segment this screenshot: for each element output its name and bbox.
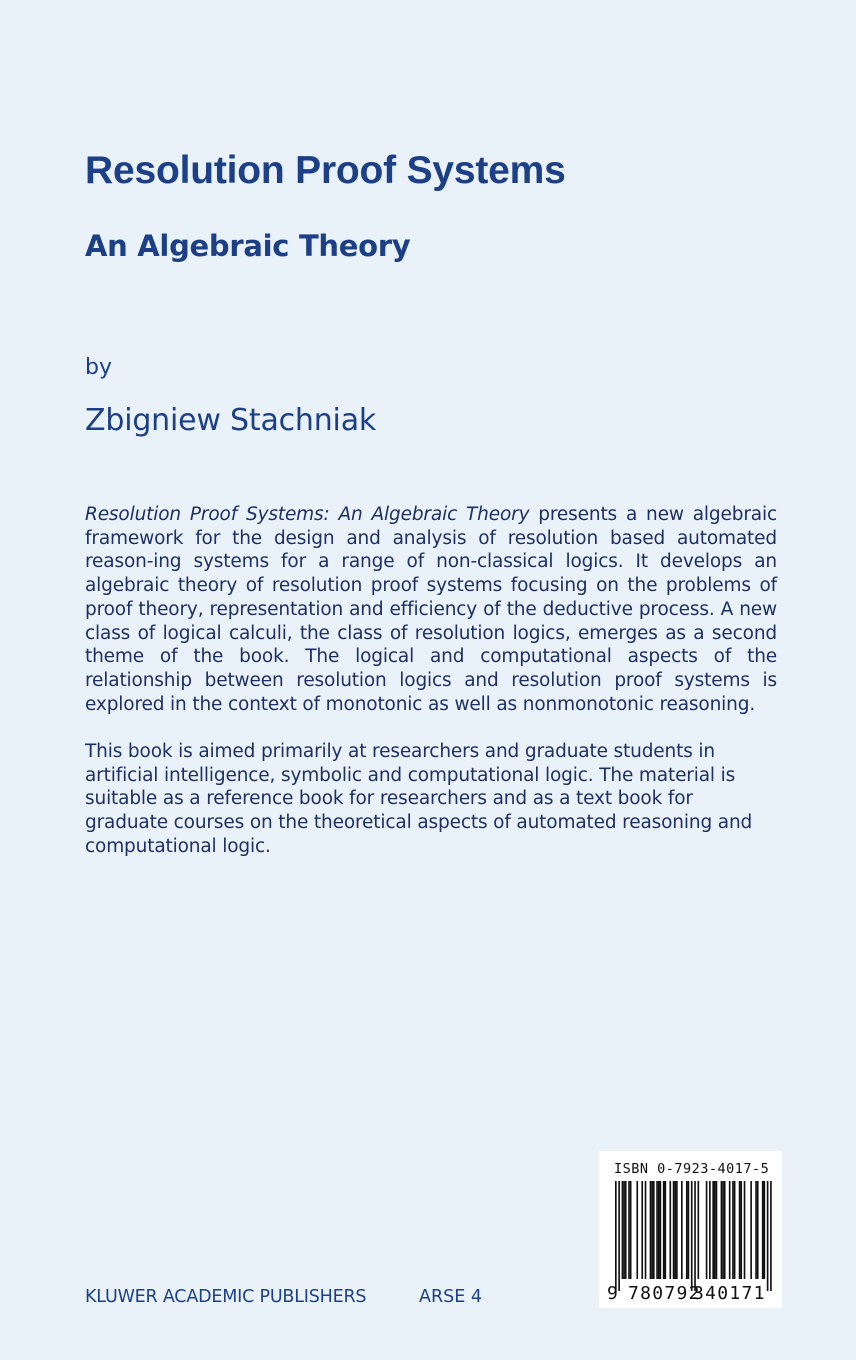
- ean-first-digit: 9: [607, 1283, 618, 1304]
- book-title: Resolution Proof Systems: [85, 149, 566, 192]
- barcode-bar: [686, 1181, 688, 1279]
- description-book-title: Resolution Proof Systems: An Algebraic Theory: [85, 504, 530, 525]
- ean-left-digits: 780792: [628, 1283, 701, 1304]
- barcode-guard-bar: [767, 1181, 769, 1291]
- barcode-bar: [750, 1181, 752, 1279]
- isbn-label: ISBN 0-7923-4017-5: [614, 1161, 770, 1177]
- barcode-bar: [721, 1181, 723, 1279]
- barcode-bar: [628, 1181, 630, 1279]
- barcode-bar: [688, 1181, 690, 1279]
- barcode-bar: [716, 1181, 718, 1279]
- barcode-bar: [740, 1181, 742, 1279]
- book-subtitle: An Algebraic Theory: [85, 229, 411, 263]
- barcode-bar: [709, 1181, 711, 1279]
- author-name: Zbigniew Stachniak: [85, 403, 377, 438]
- description-paragraph-1: [85, 503, 777, 716]
- by-label: by: [85, 355, 112, 380]
- barcode-bar: [722, 1181, 724, 1279]
- description-paragraph-2: This book is aimed primarily at researchers and graduate students in artificial intelligence, symbolic and computational logic. The material is suitable as a reference book for researchers and as a text book for graduate courses on the theoretical aspects of automated reasoning and computational logic.: [85, 741, 753, 857]
- barcode-bar: [734, 1181, 736, 1279]
- barcode-guard-bar: [618, 1181, 620, 1291]
- barcode-bar: [663, 1181, 665, 1279]
- barcode-bar: [744, 1181, 746, 1279]
- barcode-guard-bar: [615, 1181, 617, 1291]
- series-code: ARSE 4: [419, 1287, 482, 1307]
- barcode-bar: [762, 1181, 764, 1279]
- barcode-bar: [641, 1181, 643, 1279]
- publisher-name: KLUWER ACADEMIC PUBLISHERS: [85, 1287, 367, 1307]
- barcode-guard-bar: [691, 1181, 693, 1291]
- barcode-bar: [623, 1181, 625, 1279]
- barcode-bar: [622, 1181, 624, 1279]
- barcode-bar: [674, 1181, 676, 1279]
- barcode-bar: [706, 1181, 708, 1279]
- barcode-bar: [658, 1181, 660, 1279]
- barcode-guard-bar: [694, 1181, 696, 1291]
- barcode-bar: [669, 1181, 671, 1279]
- barcode-bar: [714, 1181, 716, 1279]
- barcode-bar: [698, 1181, 700, 1279]
- barcode-bar: [755, 1181, 757, 1279]
- barcode-bar: [732, 1181, 734, 1279]
- barcode-bar: [651, 1181, 653, 1279]
- barcode-bar: [764, 1181, 766, 1279]
- barcode-bar: [630, 1181, 632, 1279]
- barcode-guard-bar: [770, 1181, 772, 1291]
- barcode-bar: [673, 1181, 675, 1279]
- barcode-bar: [757, 1181, 759, 1279]
- barcode-bar: [712, 1181, 714, 1279]
- barcode-bar: [665, 1181, 667, 1279]
- barcode-bar: [650, 1181, 652, 1279]
- ean-right-digits: 340171: [693, 1283, 766, 1304]
- barcode-bar: [656, 1181, 658, 1279]
- barcode-bar: [724, 1181, 726, 1279]
- barcode-bar: [653, 1181, 655, 1279]
- barcode-bar: [729, 1181, 731, 1279]
- barcode-bar: [739, 1181, 741, 1279]
- isbn-barcode-box: [599, 1151, 782, 1308]
- barcode-bar: [636, 1181, 638, 1279]
- barcode-bar: [676, 1181, 678, 1279]
- barcode-bar: [681, 1181, 683, 1279]
- barcode-bar: [645, 1181, 647, 1279]
- barcode-bar: [625, 1181, 627, 1279]
- barcode-bar: [660, 1181, 662, 1279]
- description-paragraph-1-text: presents a new algebraic framework for the design and analysis of resolution based automated reason-ing systems for a range of non-classical logics. It develops an algebraic theory of resolution proof systems focusing on the problems of proof theory, representation and efficiency of the deductive process. A new class of logical calculi, the class of resolution logics, emerges as a second theme of the book. The logical and computational aspects of the relationship between resolution logics and resolution proof systems is explored in the context of monotonic as well as nonmonotonic reasoning.: [85, 504, 777, 715]
